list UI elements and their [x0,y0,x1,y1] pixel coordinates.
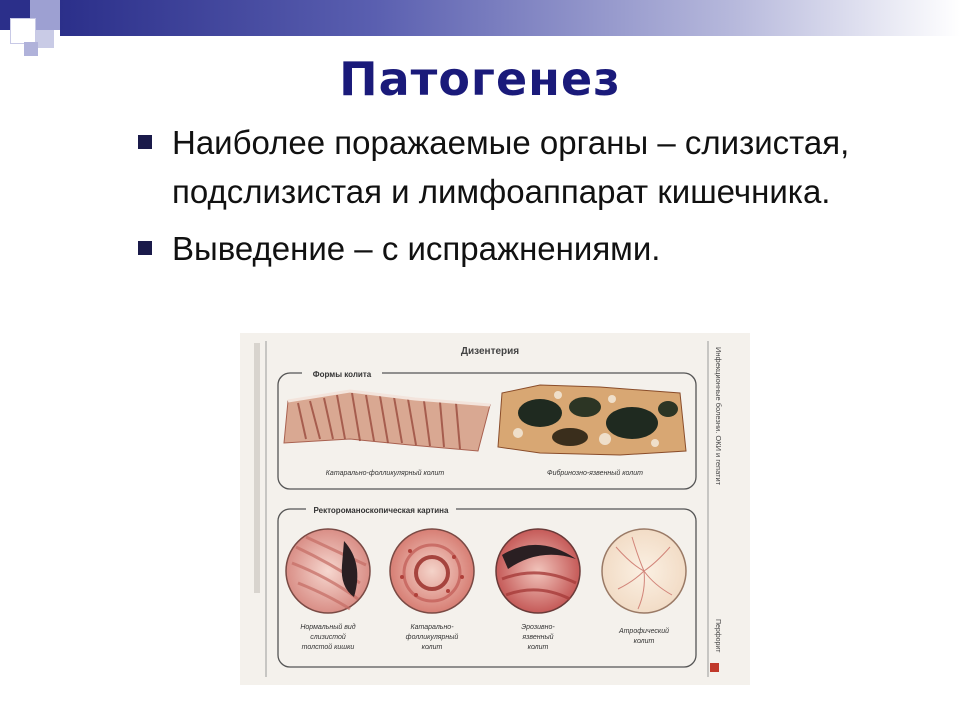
bullet-text: Наиболее поражаемые органы – слизистая, подслизистая и лимфоаппарат кишечника. [172,124,850,210]
endoscopy-label-line: колит [527,644,549,651]
endoscopy-label-line: Атрофический [619,628,669,635]
bullet-list [134,118,874,273]
book-title-vertical: Инфекционные болезни. ОКИ и гепатит [714,347,723,486]
endoscopy-label-line: Эрозивно- [521,624,555,631]
endoscopy-label-line: фолликулярный [405,634,459,641]
deco-square [36,30,54,48]
fibrinous-tissue-image [498,385,686,455]
bullet-square-icon [138,241,152,255]
endoscopy-label-line: колит [633,638,655,645]
endoscopy-normal-image [286,529,370,613]
publisher-logo [710,663,719,672]
bullet-square-icon [138,135,152,149]
endoscopy-label-line: толстой кишки [301,644,355,651]
endoscopy-label-line: Нормальный вид [300,624,356,631]
catarrhal-tissue-image [284,391,490,451]
slide-title: Патогенез [339,52,621,106]
figure-header: Дизентерия [460,346,520,357]
endoscopy-label-line: колит [421,644,443,651]
section1-title: Формы колита [312,370,372,379]
publisher-label: Перфорит [714,619,721,653]
endoscopy-label-line: язвенный [522,634,554,641]
endoscopy-catarrhal-image [390,529,474,613]
endoscopy-label-line: Катарально- [410,624,454,631]
bullet-item [134,224,874,273]
bullet-item [134,118,874,216]
dysentery-illustration [240,333,750,685]
endoscopy-erosive-image [496,529,580,613]
header-gradient-bar [60,0,960,36]
endoscopy-atrophic-image [602,529,686,613]
colitis-form-label: Катарально-фолликулярный колит [325,470,445,477]
deco-square [10,18,36,44]
bullet-text: Выведение – с испражнениями. [172,230,661,267]
endoscopy-label-line: слизистой [310,634,346,641]
colitis-form-label: Фибринозно-язвенный колит [547,470,643,477]
section2-title: Ректороманоскопическая картина [313,506,449,515]
